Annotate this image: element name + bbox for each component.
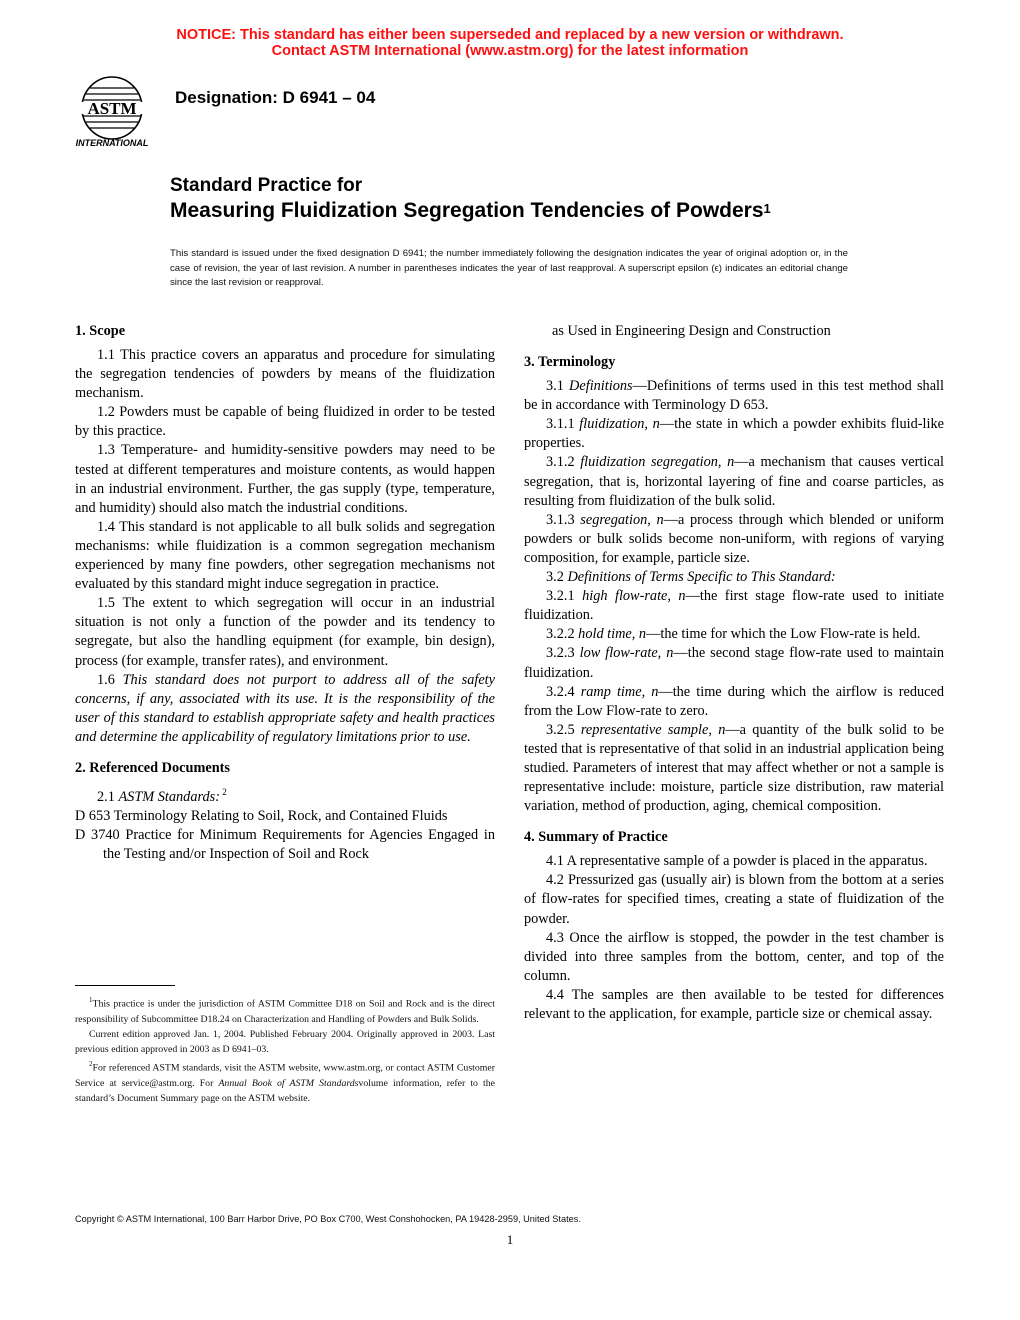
astm-logo [66, 74, 162, 150]
designation: Designation: D 6941 – 04 [175, 88, 376, 107]
para-number: 3.1 [546, 378, 570, 395]
footnote-1-edition: Current edition approved Jan. 1, 2004. Published February 2004. Originally approved in 2003. Last previous edition approved in 2003 as D 6941–03. [75, 1028, 495, 1056]
title-line-1: Standard Practice for [170, 175, 363, 196]
reference-d653: D 653 Terminology Relating to Soil, Rock, and Contained Fluids [75, 807, 448, 824]
footnote-2 [75, 1057, 495, 1106]
logo-text: ASTM [87, 99, 137, 118]
logo-subtext: INTERNATIONAL [75, 138, 149, 148]
para-number: 2.1 [97, 788, 119, 805]
section-heading-summary: 4. Summary of Practice [524, 829, 668, 846]
definition: —the second stage flow-rate used to maintain fluidization. [524, 645, 945, 681]
term: low flow-rate, n [579, 645, 674, 662]
term: fluidization, n [579, 416, 660, 433]
section-heading-scope: 1. Scope [75, 323, 126, 339]
astm-standards-label: ASTM Standards: [118, 788, 220, 805]
notice-line-2: Contact ASTM International (www.astm.org) for the latest information [271, 43, 749, 59]
left-column [75, 322, 495, 864]
para-4-4: 4.4 The samples are then available to be tested for differences relevant to the application, for example, particle size or chemical assay. [524, 986, 944, 1022]
para-1-6 [75, 671, 495, 747]
footnote-text: This practice is under the jurisdiction of ASTM Committee D18 on Soil and Rock and is the direct responsibility of Subcommittee D18.24 on Characterization and Handling of Powders and Bulk Solids. [75, 998, 495, 1025]
footnote-mark: 1 [89, 996, 93, 1004]
para-4-2: 4.2 Pressurized gas (usually air) is blown from the bottom at a series of flow-rates for specified times, creating a state of fluidization of the powder. [524, 872, 944, 927]
definition: —the time during which the airflow is reduced from the Low Flow-rate to zero. [524, 683, 944, 719]
withdrawal-notice [0, 27, 1020, 59]
para-number: 3.2 [546, 569, 568, 586]
para-3-1-1 [524, 415, 944, 453]
title-footnote-mark: 1 [763, 201, 771, 216]
para-number: 1.6 [97, 671, 123, 688]
para-1-4: 1.4 This standard is not applicable to all bulk solids and segregation mechanisms: while fluidization is a common segregation mechanism experienced by many fine powders, other segregation mechanisms not evaluated by this standard might induce segregation in practice. [75, 518, 495, 593]
para-number: 3.1.3 [546, 511, 581, 528]
footnote-text: For referenced ASTM standards, visit the ASTM website, www.astm.org, or contact ASTM Customer Service at service@astm.org. For [75, 1062, 495, 1090]
notice-line-1: NOTICE: This standard has either been superseded and replaced by a new version or withdrawn. [176, 27, 844, 43]
copyright-line: Copyright © ASTM International, 100 Barr Harbor Drive, PO Box C700, West Conshohocken, PA 19428-2959, United States. [75, 1214, 581, 1224]
definition: —the time for which the Low Flow-rate is held. [646, 626, 921, 643]
para-3-2-5 [524, 721, 944, 816]
term: Definitions of Terms Specific to This Standard: [567, 569, 836, 586]
term: hold time, n [578, 626, 647, 643]
definition: —the state in which a powder exhibits fluid-like properties. [524, 416, 945, 452]
footnote-mark: 2 [220, 786, 227, 797]
para-number: 3.2.5 [546, 721, 581, 738]
definition: —the first stage flow-rate used to initiate fluidization. [524, 588, 944, 624]
para-3-2-1 [524, 587, 944, 625]
definition: —Definitions of terms used in this test method shall be in accordance with Terminology D 653. [524, 378, 944, 414]
page-number: 1 [506, 1232, 514, 1247]
term: representative sample, n [580, 721, 726, 738]
footnotes [75, 993, 495, 1107]
term: high flow-rate, n [582, 588, 686, 605]
footnote-italic: Annual Book of ASTM Standards [218, 1078, 359, 1090]
para-1-2: 1.2 Powders must be capable of being fluidized in order to be tested by this practice. [75, 404, 495, 440]
footnote-mark: 2 [89, 1060, 93, 1069]
term: ramp time, n [580, 683, 659, 700]
para-1-5: 1.5 The extent to which segregation will occur in an industrial situation is not only a function of the powder and its tendency to segregate, but also the handling equipment (for example, bin design), process (for example, transfer rates), and environment. [75, 595, 495, 669]
title-text: Measuring Fluidization Segregation Tendencies of Powders [170, 199, 764, 222]
reference-d3740-continued: as Used in Engineering Design and Construction [552, 323, 831, 339]
term: fluidization segregation, n [580, 454, 735, 471]
para-3-2-4 [524, 683, 944, 721]
para-number: 3.2.3 [546, 645, 580, 662]
para-2-1 [75, 783, 495, 807]
term: segregation, n [580, 511, 664, 528]
para-number: 3.2.2 [546, 626, 579, 643]
safety-caveat: This standard does not purport to address all of the safety concerns, if any, associated with its use. It is the responsibility of the user of this standard to establish appropriate safety and health practices and determine the applicability of regulatory limitations prior to use. [75, 671, 495, 745]
definition: —a mechanism that causes vertical segregation, that is, horizontal layering of fine and coarse particles, as resulting from fluidization of the bulk solid. [524, 454, 944, 509]
section-heading-referenced: 2. Referenced Documents [75, 759, 230, 776]
para-3-1-3 [524, 511, 944, 568]
issuance-note: This standard is issued under the fixed designation D 6941; the number immediately following the designation indicates the year of original adoption or, in the case of revision, the year of last revision. A number in parentheses indicates the year of last reapproval. A superscript epsilon (ϵ) indicates an editorial change since the last revision or reapproval. [170, 248, 848, 288]
para-number: 3.1.1 [546, 416, 580, 433]
footnote-text: volume information, refer to the standard’s Document Summary page on the ASTM website. [75, 1078, 495, 1105]
footnote-rule [75, 985, 175, 986]
section-heading-terminology: 3. Terminology [524, 354, 616, 371]
definition: —a quantity of the bulk solid to be tested that is representative of that solid in an industrial application being studied. Parameters of interest that may affect whether or not a sample is representative include: moisture, particle size distribution, raw material variation, method of production, aging, chemical composition. [524, 721, 944, 815]
title-line-2 [170, 199, 771, 223]
para-4-1: 4.1 A representative sample of a powder is placed in the apparatus. [546, 853, 928, 870]
para-number: 3.1.2 [546, 454, 581, 471]
right-column [524, 322, 944, 1024]
para-1-3: 1.3 Temperature- and humidity-sensitive powders may need to be tested at different temperatures and moisture contents, as would happen in an industrial environment. Further, the gas supply (type, temperature, and humidity) should also match the industrial conditions. [75, 442, 495, 516]
para-3-1-2 [524, 453, 944, 510]
definition: —a process through which blended or uniform powders or bulk solids become non-uniform, with regions of varying composition, for example, particle size. [524, 511, 944, 566]
reference-d3740: D 3740 Practice for Minimum Requirements for Agencies Engaged in the Testing and/or Inspection of Soil and Rock [75, 826, 495, 863]
footnote-1 [75, 993, 495, 1027]
para-4-3: 4.3 Once the airflow is stopped, the powder in the test chamber is divided into three samples from the bottom, center, and top of the column. [524, 929, 944, 984]
para-1-1: 1.1 This practice covers an apparatus and procedure for simulating the segregation tendencies of powders by means of the fluidization mechanism. [75, 347, 495, 402]
para-3-1 [524, 377, 944, 415]
term: Definitions [569, 378, 633, 395]
para-3-2-3 [524, 644, 944, 682]
para-3-2 [524, 568, 944, 587]
para-3-2-2 [524, 625, 944, 644]
para-number: 3.2.1 [546, 588, 583, 605]
para-number: 3.2.4 [546, 683, 581, 700]
